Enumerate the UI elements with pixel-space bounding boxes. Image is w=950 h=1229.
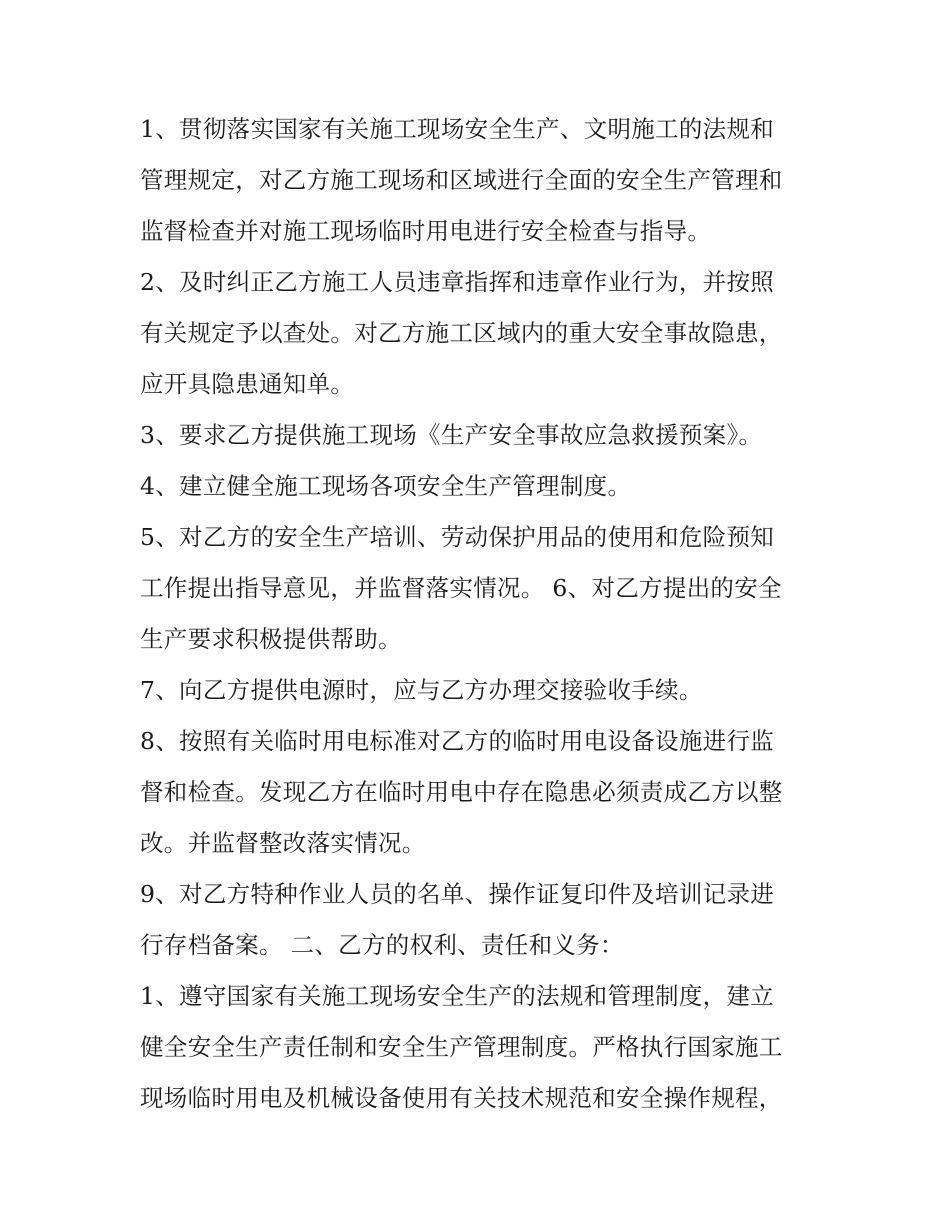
text-line: 7、向乙方提供电源时，应与乙方办理交接验收手续。: [140, 676, 703, 704]
document-body: [140, 104, 820, 1124]
text-line: 督和检查。发现乙方在临时用电中存在隐患必须责成乙方以整: [140, 778, 783, 806]
text-line: 应开具隐患通知单。: [140, 370, 355, 398]
text-line: 工作提出指导意见，并监督落实情况。 6、对乙方提出的安全: [140, 574, 782, 602]
text-line: 8、按照有关临时用电标准对乙方的临时用电设备设施进行监: [140, 727, 775, 755]
text-line: 生产要求积极提供帮助。: [140, 625, 402, 653]
text-line: 有关规定予以查处。对乙方施工区域内的重大安全事故隐患，: [140, 319, 783, 347]
text-line: 3、要求乙方提供施工现场《生产安全事故应急救援预案》。: [140, 421, 763, 449]
text-line: 现场临时用电及机械设备使用有关技术规范和安全操作规程，: [140, 1084, 783, 1112]
text-line: 改。并监督整改落实情况。: [140, 829, 426, 857]
text-line: 健全安全生产责任制和安全生产管理制度。严格执行国家施工: [140, 1033, 783, 1061]
text-line: 监督检查并对施工现场临时用电进行安全检查与指导。: [140, 217, 712, 245]
text-line: 管理规定，对乙方施工现场和区域进行全面的安全生产管理和: [140, 166, 783, 194]
text-line: 9、对乙方特种作业人员的名单、操作证复印件及培训记录进: [140, 880, 775, 908]
text-line: 2、及时纠正乙方施工人员违章指挥和违章作业行为，并按照: [140, 268, 775, 296]
text-line: 4、建立健全施工现场各项安全生产管理制度。: [140, 472, 632, 500]
text-line: 1、贯彻落实国家有关施工现场安全生产、文明施工的法规和: [140, 115, 775, 143]
text-line: 1、遵守国家有关施工现场安全生产的法规和管理制度，建立: [140, 982, 775, 1010]
text-line: 5、对乙方的安全生产培训、劳动保护用品的使用和危险预知: [140, 523, 775, 551]
text-line: 行存档备案。 二、乙方的权利、责任和义务：: [140, 931, 624, 959]
